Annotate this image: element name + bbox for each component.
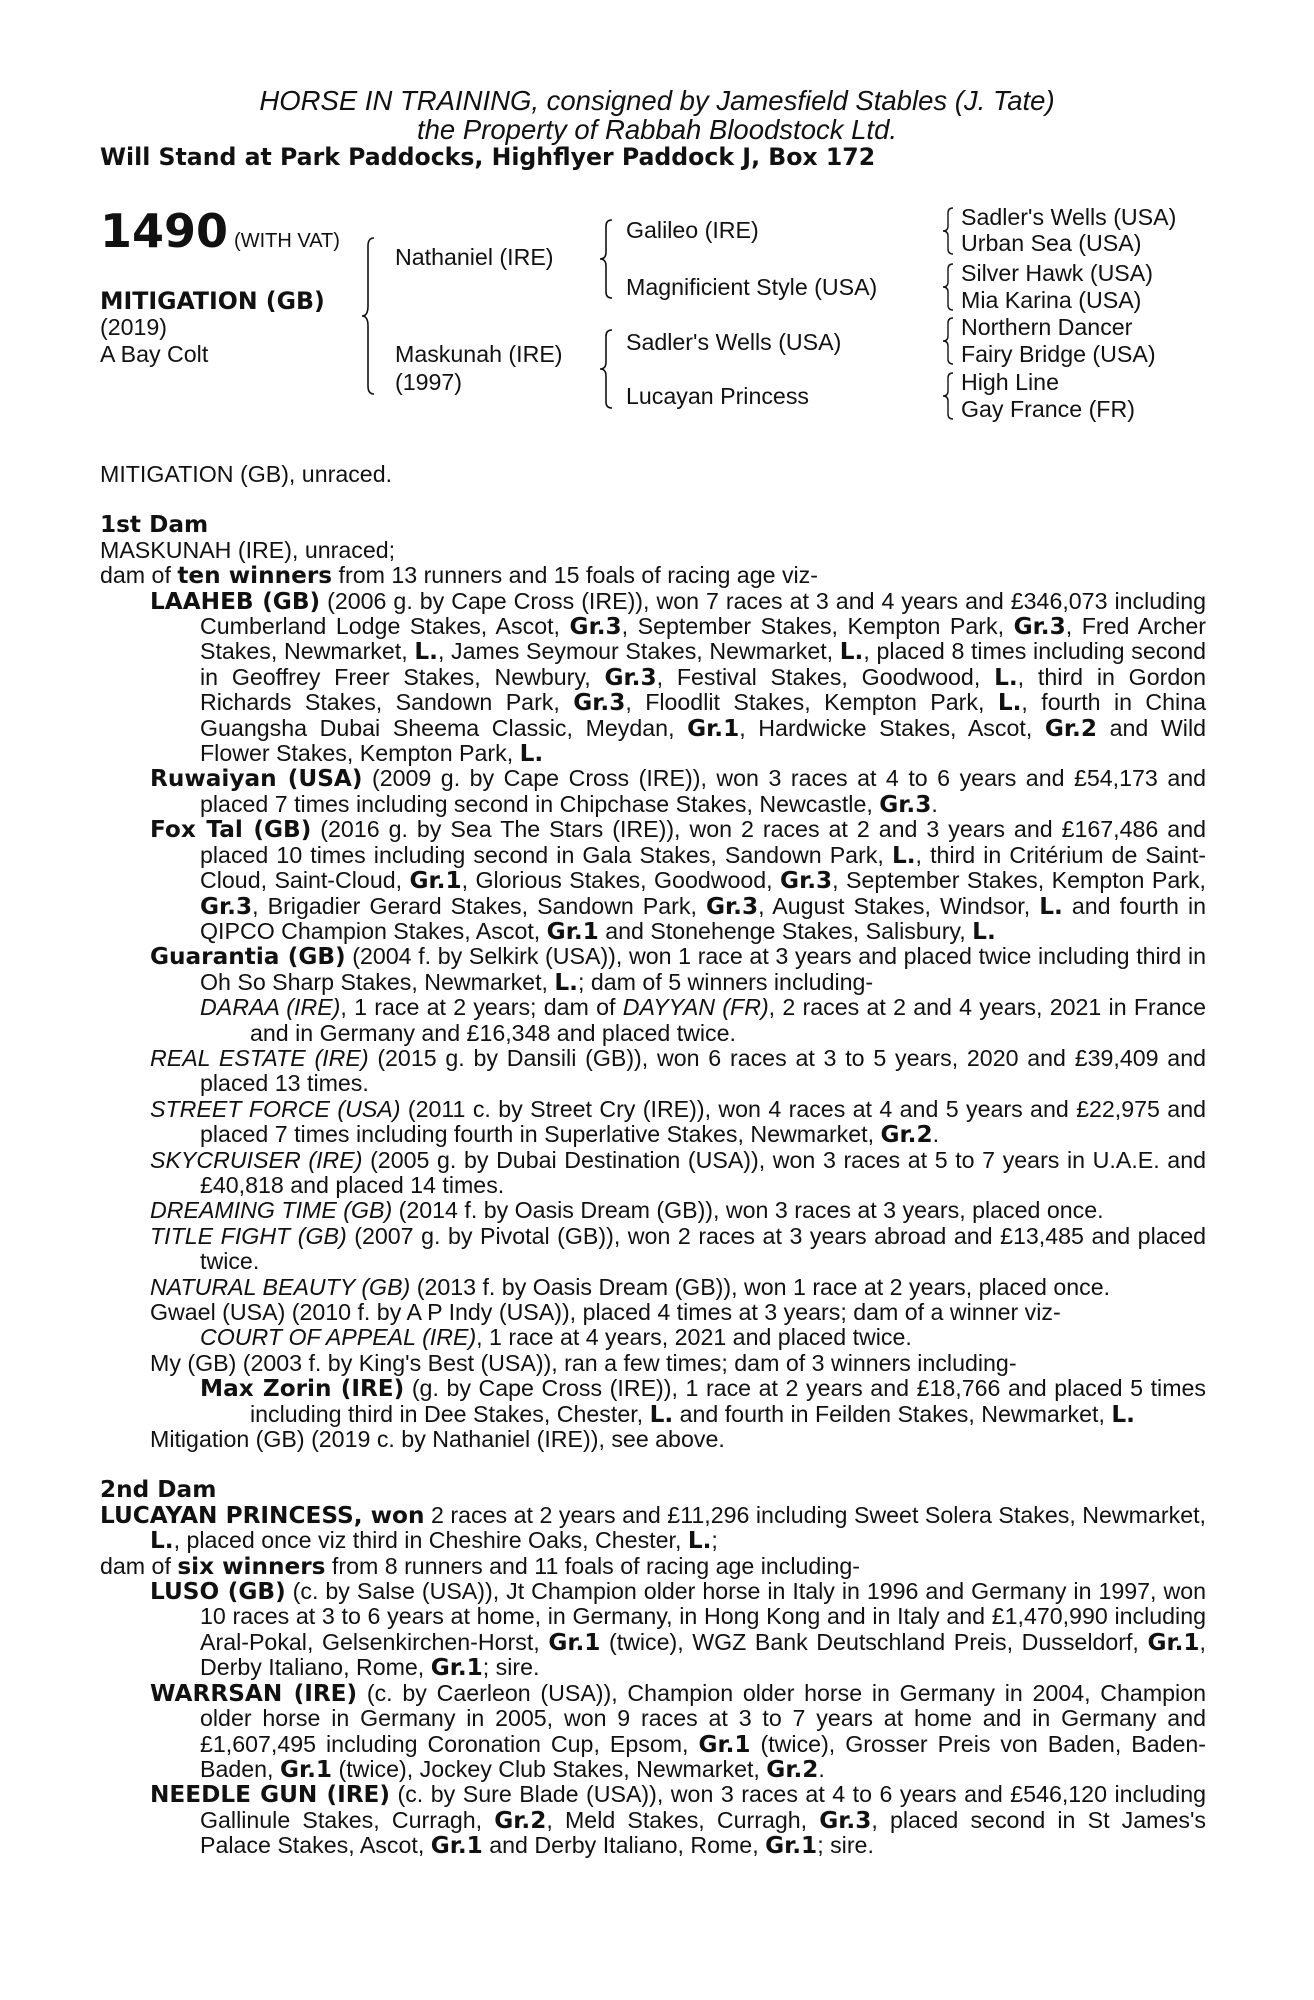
pedigree-brace-sire bbox=[598, 218, 616, 300]
first-dam-summary: dam of ten winners from 13 runners and 15 foals of racing age viz- bbox=[100, 562, 819, 590]
spacer bbox=[100, 1452, 1206, 1477]
progeny-my: My (GB) (2003 f. by King's Best (USA)), ran a few times; dam of 3 winners including- bbox=[150, 1349, 1017, 1376]
pedigree-dam-dam: Lucayan Princess bbox=[626, 383, 810, 409]
progeny-mitigation: Mitigation (GB) (2019 c. by Nathaniel (IRE)), see above. bbox=[150, 1426, 725, 1453]
pedigree-gg3: Silver Hawk (USA) bbox=[961, 260, 1153, 286]
pedigree-dam-sire: Sadler's Wells (USA) bbox=[626, 329, 842, 355]
header-property: the Property of Rabbah Bloodstock Ltd. bbox=[416, 114, 897, 145]
second-dam-name: LUCAYAN PRINCESS, won 2 races at 2 years and £11,296 including Sweet Solera Stakes, Newmarket, L., placed once viz third in Cheshire Oaks, Chester, L.; bbox=[100, 1501, 1206, 1555]
summary-line: MITIGATION (GB), unraced. bbox=[100, 461, 393, 487]
pedigree-brace-g3 bbox=[941, 316, 955, 366]
pedigree-brace-g1 bbox=[941, 206, 955, 256]
first-dam-title: 1st Dam bbox=[100, 511, 209, 539]
progeny-fox-tal: Fox Tal (GB) (2016 g. by Sea The Stars (IRE)), won 2 races at 2 and 3 years and £167,486 and placed 10 times including second in Gala Stakes, Sandown Park, L., third in Critérium de Saint-Cloud, Saint-Cloud, Gr.1, Glorious Stakes, Goodwood, Gr.3, September Stakes, Kempton Park, Gr.3, Brigadier Gerard Stakes, Sandown Park, Gr.3, August Stakes, Windsor, L. and fourth in QIPCO Champion Stakes, Ascot, Gr.1 and Stonehenge Stakes, Salisbury, L. bbox=[150, 816, 1207, 945]
pedigree-sire: Nathaniel (IRE) bbox=[395, 244, 554, 270]
progeny-warrsan: WARRSAN (IRE) (c. by Caerleon (USA)), Champion older horse in Germany in 2004, Champion older horse in Germany in 2005, won 9 races at 3 to 7 years at home and in Germany and £1,607,495 including Coronation Cup, Epsom, Gr.1 (twice), Grosser Preis von Baden, Baden-Baden, Gr.1 (twice), Jockey Club Stakes, Newmarket, Gr.2. bbox=[150, 1679, 1206, 1783]
spacer bbox=[100, 487, 1206, 512]
progeny-skycruiser: SKYCRUISER (IRE) (2005 g. by Dubai Destination (USA)), won 3 races at 5 to 7 years in U.A.E. and £40,818 and placed 14 times. bbox=[150, 1146, 1206, 1198]
pedigree-gg6: Fairy Bridge (USA) bbox=[961, 341, 1156, 367]
progeny-guarantia: Guarantia (GB) (2004 f. by Selkirk (USA)), won 1 race at 3 years and placed twice including third in Oh So Sharp Stakes, Newmarket, L.; dam of 5 winners including- bbox=[150, 943, 1206, 996]
catalogue-body bbox=[100, 462, 1206, 1859]
progeny-natural-beauty: NATURAL BEAUTY (GB) (2013 f. by Oasis Dream (GB)), won 1 race at 2 years, placed once. bbox=[150, 1273, 1111, 1300]
lot-vat: (WITH VAT) bbox=[234, 230, 340, 252]
pedigree-dam-year: (1997) bbox=[395, 369, 463, 395]
pedigree-gg8: Gay France (FR) bbox=[961, 396, 1135, 422]
progeny-ruwaiyan: Ruwaiyan (USA) (2009 g. by Cape Cross (IRE)), won 3 races at 4 to 6 years and £54,173 and placed 7 times including second in Chipchase Stakes, Newcastle, Gr.3. bbox=[150, 765, 1207, 818]
horse-year: (2019) bbox=[100, 314, 168, 340]
progeny-court-of-appeal: COURT OF APPEAL (IRE), 1 race at 4 years, 2021 and placed twice. bbox=[200, 1324, 912, 1351]
pedigree-gg1: Sadler's Wells (USA) bbox=[961, 204, 1177, 230]
progeny-gwael: Gwael (USA) (2010 f. by A P Indy (USA)), placed 4 times at 3 years; dam of a winner viz- bbox=[150, 1299, 1061, 1325]
progeny-daraa: DARAA (IRE), 1 race at 2 years; dam of DAYYAN (FR), 2 races at 2 and 4 years, 2021 in France and in Germany and £16,348 and placed twice. bbox=[200, 994, 1207, 1046]
progeny-dreaming-time: DREAMING TIME (GB) (2014 f. by Oasis Dream (GB)), won 3 races at 3 years, placed once. bbox=[150, 1197, 1104, 1224]
first-dam-name: MASKUNAH (IRE), unraced; bbox=[100, 536, 396, 563]
progeny-laaheb: LAAHEB (GB) (2006 g. by Cape Cross (IRE)), won 7 races at 3 and 4 years and £346,073 including Cumberland Lodge Stakes, Ascot, Gr.3, September Stakes, Kempton Park, Gr.3, Fred Archer Stakes, Newmarket, L., James Seymour Stakes, Newmarket, L., placed 8 times including second in Geoffrey Freer Stakes, Newbury, Gr.3, Festival Stakes, Goodwood, L., third in Gordon Richards Stakes, Sandown Park, Gr.3, Floodlit Stakes, Kempton Park, L., fourth in China Guangsha Dubai Sheema Classic, Meydan, Gr.1, Hardwicke Stakes, Ascot, Gr.2 and Wild Flower Stakes, Kempton Park, L. bbox=[150, 587, 1207, 768]
horse-name: MITIGATION (GB) bbox=[100, 287, 325, 315]
pedigree-sire-sire: Galileo (IRE) bbox=[626, 217, 759, 243]
pedigree-brace-main bbox=[360, 236, 380, 396]
progeny-luso: LUSO (GB) (c. by Salse (USA)), Jt Champion older horse in Italy in 1996 and Germany in 1997, won 10 races at 3 to 6 years at home, in Germany, in Hong Kong and in Italy and £1,470,990 including Aral-Pokal, Gelsenkirchen-Horst, Gr.1 (twice), WGZ Bank Deutschland Preis, Dusseldorf, Gr.1, Derby Italiano, Rome, Gr.1; sire. bbox=[150, 1578, 1206, 1682]
second-dam-summary: dam of six winners from 8 runners and 11 foals of racing age including- bbox=[100, 1552, 860, 1580]
header-consignor: HORSE IN TRAINING, consigned by Jamesfield Stables (J. Tate) bbox=[259, 85, 1055, 116]
pedigree-dam: Maskunah (IRE) bbox=[395, 341, 563, 367]
pedigree-sire-dam: Magnificient Style (USA) bbox=[626, 274, 878, 300]
progeny-needle-gun: NEEDLE GUN (IRE) (c. by Sure Blade (USA)), won 3 races at 4 to 6 years and £546,120 including Gallinule Stakes, Curragh, Gr.2, Meld Stakes, Curragh, Gr.3, placed second in St James's Palace Stakes, Ascot, Gr.1 and Derby Italiano, Rome, Gr.1; sire. bbox=[150, 1781, 1206, 1860]
pedigree-gg2: Urban Sea (USA) bbox=[961, 230, 1142, 256]
pedigree-brace-g4 bbox=[941, 371, 955, 421]
pedigree-gg4: Mia Karina (USA) bbox=[961, 287, 1142, 313]
lot-number: 1490 bbox=[100, 204, 229, 258]
progeny-title-fight: TITLE FIGHT (GB) (2007 g. by Pivotal (GB)), won 2 races at 3 years abroad and £13,485 and placed twice. bbox=[150, 1222, 1207, 1275]
pedigree-brace-g2 bbox=[941, 262, 955, 312]
pedigree-gg5: Northern Dancer bbox=[961, 314, 1133, 340]
horse-description: A Bay Colt bbox=[100, 341, 209, 367]
pedigree-brace-dam bbox=[598, 328, 616, 410]
second-dam-title: 2nd Dam bbox=[100, 1476, 217, 1504]
progeny-street-force: STREET FORCE (USA) (2011 c. by Street Cry (IRE)), won 4 races at 4 and 5 years and £22,975 and placed 7 times including fourth in Superlative Stakes, Newmarket, Gr.2. bbox=[150, 1095, 1206, 1149]
progeny-real-estate: REAL ESTATE (IRE) (2015 g. by Dansili (GB)), won 6 races at 3 to 5 years, 2020 and £39,409 and placed 13 times. bbox=[150, 1044, 1206, 1097]
stand-location: Will Stand at Park Paddocks, Highflyer Paddock J, Box 172 bbox=[100, 143, 876, 171]
progeny-max-zorin: Max Zorin (IRE) (g. by Cape Cross (IRE)), 1 race at 2 years and £18,766 and placed 5 times including third in Dee Stakes, Chester, L. and fourth in Feilden Stakes, Newmarket, L. bbox=[200, 1375, 1206, 1428]
lot-block bbox=[100, 204, 340, 258]
pedigree-gg7: High Line bbox=[961, 369, 1059, 395]
